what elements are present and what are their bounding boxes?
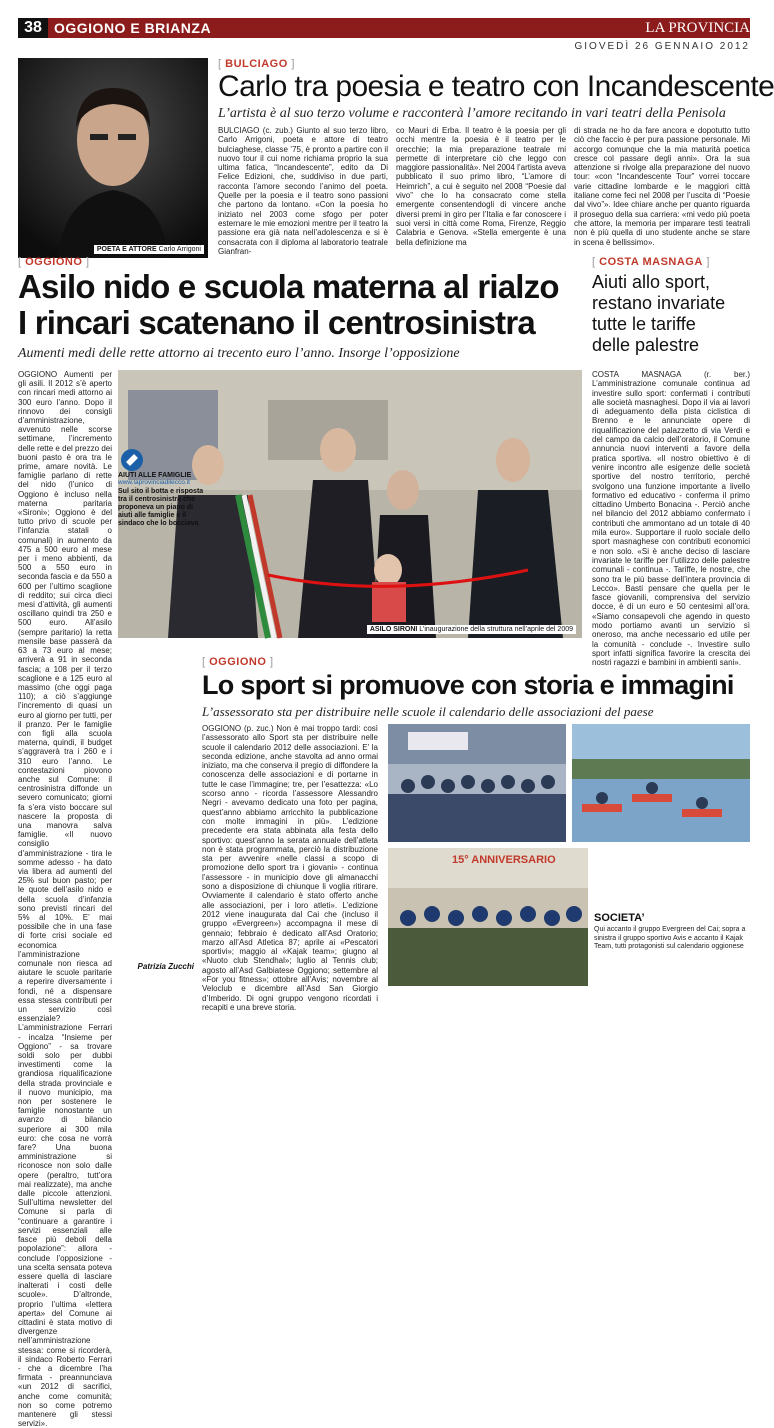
web-box-title: AIUTI ALLE FAMIGLIE xyxy=(118,472,192,479)
caption-text: Carlo Arrigoni xyxy=(158,246,201,253)
photo-caption xyxy=(94,245,204,254)
article-body: OGGIONO Aumenti per gli asili. Il 2012 s’è aperto con rincari medi attorno ai 300 euro l’anno. Dopo il rinnovo dei consigli d’amministrazione, avvenuto nelle scorse settimane, l’incremento delle rette e del prezzo dei buoni pasto è ora tra le prime, amare novità. Le famiglie parlano di rette del nido (l’unico di Oggiono è incluso nella materna paritaria «Sironi»; Oggiono è del tutto privo di scuole per l’infanzia statali o comunali) in aumento da 475 a 500 euro al mese per i meno abbienti, da 500 a 550 euro in seconda fascia e da 550 a 600 per l’ultimo scaglione di reddito; sui circa dieci mesi d’attività, gli aumenti oscillano quindi tra 250 e 500 euro. All’asilo (sempre paritario) la retta mensile base passerà da 63 a 73 euro al mese; arriverà a 91 in seconda fascia; a 108 per il terzo scaglione e a 125 euro al massimo (che oggi paga 110); a ciò s’aggiunge l’incremento di quasi un euro al giorno per tutti, per il pranzo. Per le famiglie con figli alla scuola materna, quindi, il budget s’aggraverà tra i 260 e i 310 euro l’anno. Le contestazioni piovono anche sul Comune: il centrosinistra diffonde un severo comunicato; giorni fa s’era visto boccare sul nascere la proposta di una manovra salva famiglie. «Il nuovo consiglio d’amministrazione - tira le somme adesso - ha dato via libera ad aumenti del 25% sul buon pasto; per le quote dell’asilo nido e della scuola d’infanzia sono previsti rincari del 5% al 10%. E’ mai possibile che in una fase di forte crisi sociale ed economica l’amministrazione comunale non riesca ad aiutare le scuole paritarie a reperire diversamente i fondi, né a dispensare essa stessa contributi per un servizio così essenziale? L’amministrazione Ferrari - incalza “Insieme per Oggiono” - sa trovare soldi solo per dubbi investimenti come la grandiosa riqualificazione della strada provinciale e il nuovo municipio, ma non per sostenere le famiglie nonostante un avanzo di bilancio superiore ai 300 mila euro: che cosa ne vorrà fare? Una buona amministrazione si riconosce non solo dalle opere (peraltro, tutt’ora mai realizzate), ma anche dalle piccole attenzioni. Sull’ultima newsletter del Comune si parla di “continuare a garantire i servizi essenziali alle fasce più deboli della popolazione”: allora - conclude l’opposizione - una scelta sensata poteva essere quella di lasciare inalterati i costi delle scuole». D’altronde, proprio l’ultima «lettera aperta» del Comune ai cittadini è stata motivo di divergenze nell’amministrazione stessa: come si ricorderà, il sindaco Roberto Ferrari - che a dicembre l’ha firmata - preannunciava «un 2012 di sacrifici, anche come comunità; non so come potremo mantenere gli stessi servizi». xyxy=(18,370,112,1428)
photo-caption xyxy=(367,625,576,634)
kicker-text: BULCIAGO xyxy=(225,58,288,70)
article-headline: Lo sport si promuove con storia e immagini xyxy=(202,670,734,700)
kicker-text: OGGIONO xyxy=(25,256,83,268)
kicker-text: OGGIONO xyxy=(209,656,267,668)
article-headline xyxy=(592,272,750,356)
article-headline: Carlo tra poesia e teatro con Incandescente xyxy=(218,70,774,103)
article-column: di strada ne ho da fare ancora e dopotutto tutto ciò che faccio è per pura passione personale. Mi accorgo comunque che la mia maturità poetica cresce col passare degli anni». Ora la sua attenzione si rivolge alla preparazione del nuovo tour: «con “Incandescente Tour” vorrei toccare varie cittadine lombarde e le maggiori città italiane come feci nel 2008 per l’uscita di “Poesie dal vivo”». Idee chiare anche per quanto riguarda il proseguo della sua carriera: «mi vedo più poeta che attore, la memoria per imparare testi teatrali non è più quella di uno studente anche se stare in scena è bellissimo». xyxy=(574,126,750,247)
issue-date: GIOVEDÌ 26 GENNAIO 2012 xyxy=(574,41,750,52)
article-headline: Asilo nido e scuola materna al rialzo xyxy=(18,268,559,305)
headline-line: tutte le tariffe xyxy=(592,314,696,334)
article-subtitle: L’assessorato sta per distribuire nelle scuole il calendario delle associazioni del paese xyxy=(202,704,654,719)
avis-group-photo xyxy=(388,724,566,842)
page-number: 38 xyxy=(18,18,48,38)
kicker-text: COSTA MASNAGA xyxy=(599,256,703,268)
article-body: OGGIONO (p. zuc.) Non è mai troppo tardi: così l’assessorato allo Sport sta per distribuire nelle scuole il calendario 2012 delle associazioni. E’ la seconda edizione, anche stavolta ad anno ormai iniziato, ma che conserva il pregio di diffondere la conoscenza delle associazioni e di portarne in tutte le case l’immagine; tre, per l’esattezza: «Lo scorso anno - ricorda l’assessore Alessandro Negri - avevamo dedicato una foto per pagina, quest’anno abbiamo arricchito la pubblicazione con molte immagini in più». L’edizione precedente era stata abbinata alla festa dello sportivo: quest’anno la serata annuale dell’atleta non è stata programmata, perciò la distribuzione sta per avvenire «nelle classi a scopo di promozione dello sport tra i giovani» - continua l’assessore - in municipio dove gli almanacchi sono a disposizione di chiunque li voglia ritirare. Ovviamente il calendario è stato offerto anche alle associazioni, per i loro atleti». L’edizione 2012 viene inaugurata dal Cai che (incluso il gruppo «Evergreen») accompagna il mese di gennaio; febbraio è dedicato all’Asd Oratorio; marzo all’Asd Atletica 87; aprile ai «Pescatori sportivi»; maggio al «Kajak team»; giugno al «Nuoto club Stendhal»; luglio al Tennis club; agosto all’Asd Galbiatese Oggiono; settembre al «For you fitness»; ottobre all’Avis; novembre al Veloclub e dicembre all’Asd San Giorgio d’Imberido. Di ogni gruppo vengono ricordati i recapiti e una breve storia. xyxy=(202,724,378,1012)
headline-line: Aiuti allo sport, xyxy=(592,272,711,292)
article-headline-line2: I rincari scatenano il centrosinistra xyxy=(18,304,535,341)
author-signature: Patrizia Zucchi xyxy=(137,962,194,971)
article-column: BULCIAGO (c. zub.) Giunto al suo terzo libro, Carlo Arrigoni, poeta e attore di teatro bulciaghese, classe ’75, è pronto a partire con il nuovo tour il cui nome richiama proprio la sua ultima fatica, “Incandescente”, edito da Di Felice Edizioni, che, suddiviso in due parti, racconta l’amore secondo l’animo del poeta. Quelle per la poesia e il teatro sono passioni che partono da lontano. «Con la poesia ho iniziato nel 2003 come sfogo per poter esternare le mie emozioni mentre per il teatro la passione era già nata nell’adolescenza e si è consacrata con il diploma al laboratorio teatrale Gianfran- xyxy=(218,126,388,256)
photo-caption-box xyxy=(594,912,750,952)
kicker: [ OGGIONO ] xyxy=(202,656,274,668)
caption-title: SOCIETA’ xyxy=(594,912,645,924)
anniversary-banner: 15° ANNIVERSARIO xyxy=(452,854,556,866)
web-box-url[interactable]: www.laprovinciadilecco.it xyxy=(118,479,190,486)
evergreen-group-photo xyxy=(388,848,588,986)
caption-text: L’inaugurazione della struttura nell’aprile del 2009 xyxy=(419,626,573,633)
web-box xyxy=(118,472,204,528)
caption-text: Qui accanto il gruppo Evergreen del Cai; sopra a sinistra il gruppo sportivo Avis e accanto il Kajak Team, tutti protagonisti sul calendario oggionese xyxy=(594,926,746,950)
caption-label: ASILO SIRONI xyxy=(369,626,418,633)
kicker: [ COSTA MASNAGA ] xyxy=(592,256,710,268)
newspaper-name: LA PROVINCIA xyxy=(645,20,750,36)
caption-label: POETA E ATTORE xyxy=(96,246,157,253)
portrait-photo xyxy=(18,58,208,258)
article-subtitle: Aumenti medi delle rette attorno ai trecento euro l’anno. Insorge l’opposizione xyxy=(18,346,460,361)
web-box-text: Sul sito il botta e risposta tra il centrosinistra che proponeva un piano di aiuti alle famiglie e il sindaco che lo bocciava xyxy=(118,488,204,527)
article-column: co Mauri di Erba. Il teatro è la poesia per gli occhi mentre la poesia è il teatro per le orecchie; la mia preparazione teatrale mi permette di interpretare ciò che leggo con maggiore passionalità». Nel 2004 l’artista aveva pubblicato il suo primo libro, “L’amore di Heimrich”, a cui è seguito nel 2008 “Poesie dal vivo” che lo ha consacrato come stella emergente consentendogli di vincere anche diversi premi in giro per l’Italia e far conoscere i suoi versi in città come Roma, Firenze, Reggio Calabria e Genova. «Stella emergente è una bella definizione ma xyxy=(396,126,566,247)
section-title: OGGIONO E BRIANZA xyxy=(54,20,212,36)
kajak-team-photo xyxy=(572,724,750,842)
kicker: [ OGGIONO ] xyxy=(18,256,90,268)
headline-line: delle palestre xyxy=(592,335,700,355)
article-body: COSTA MASNAGA (r. ber.) L’amministrazione comunale continua ad investire sullo sport: confermati i contributi alle società masnaghesi. Dopo il via ai lavori di adeguamento della pista ciclistica di Brenno e le annunciate opere di riqualificazione del palazzetto di via Verdi e del campo da calcio dell’oratorio, il Comune annuncia nuovi interventi a favore della pratica sportiva. «Il nostro obiettivo è di venire incontro alle esigenze delle società sportive del nostro territorio, perché svolgono una funzione importante a livello formativo ed educativo - conferma il primo cittadino Umberto Bonacina -. Perciò anche nel bilancio del 2012 abbiamo confermato i contributi che ammontano ad un totale di 40 mila euro». Supportare il ruolo sociale dello sport masnaghese con contributi economici e non solo. «Si è anche deciso di lasciare invariate le tariffe per l’utilizzo delle palestre comunali - continua -. Tariffe, le nostre, che sono tra le più basse dell’intera provincia di Lecco». Basti pensare che quella per le fasce giovanili, comprensiva del servizio docce, è di un euro e 50 centesimi all’ora. «Siamo consapevoli che agendo in questo modo portiamo avanti un servizio sì oneroso, ma anche necessario ed utile per la comunità - conclude -. Investire sullo sport infatti significa favorire la crescita dei nostri ragazzi e bambini in ambienti sani». xyxy=(592,370,750,668)
kicker: [ BULCIAGO ] xyxy=(218,58,295,70)
web-link-icon xyxy=(118,448,178,472)
headline-line: restano invariate xyxy=(592,293,726,313)
article-subtitle: L’artista è al suo terzo volume e racconterà l’amore recitando in vari teatri della Penisola xyxy=(218,106,726,121)
